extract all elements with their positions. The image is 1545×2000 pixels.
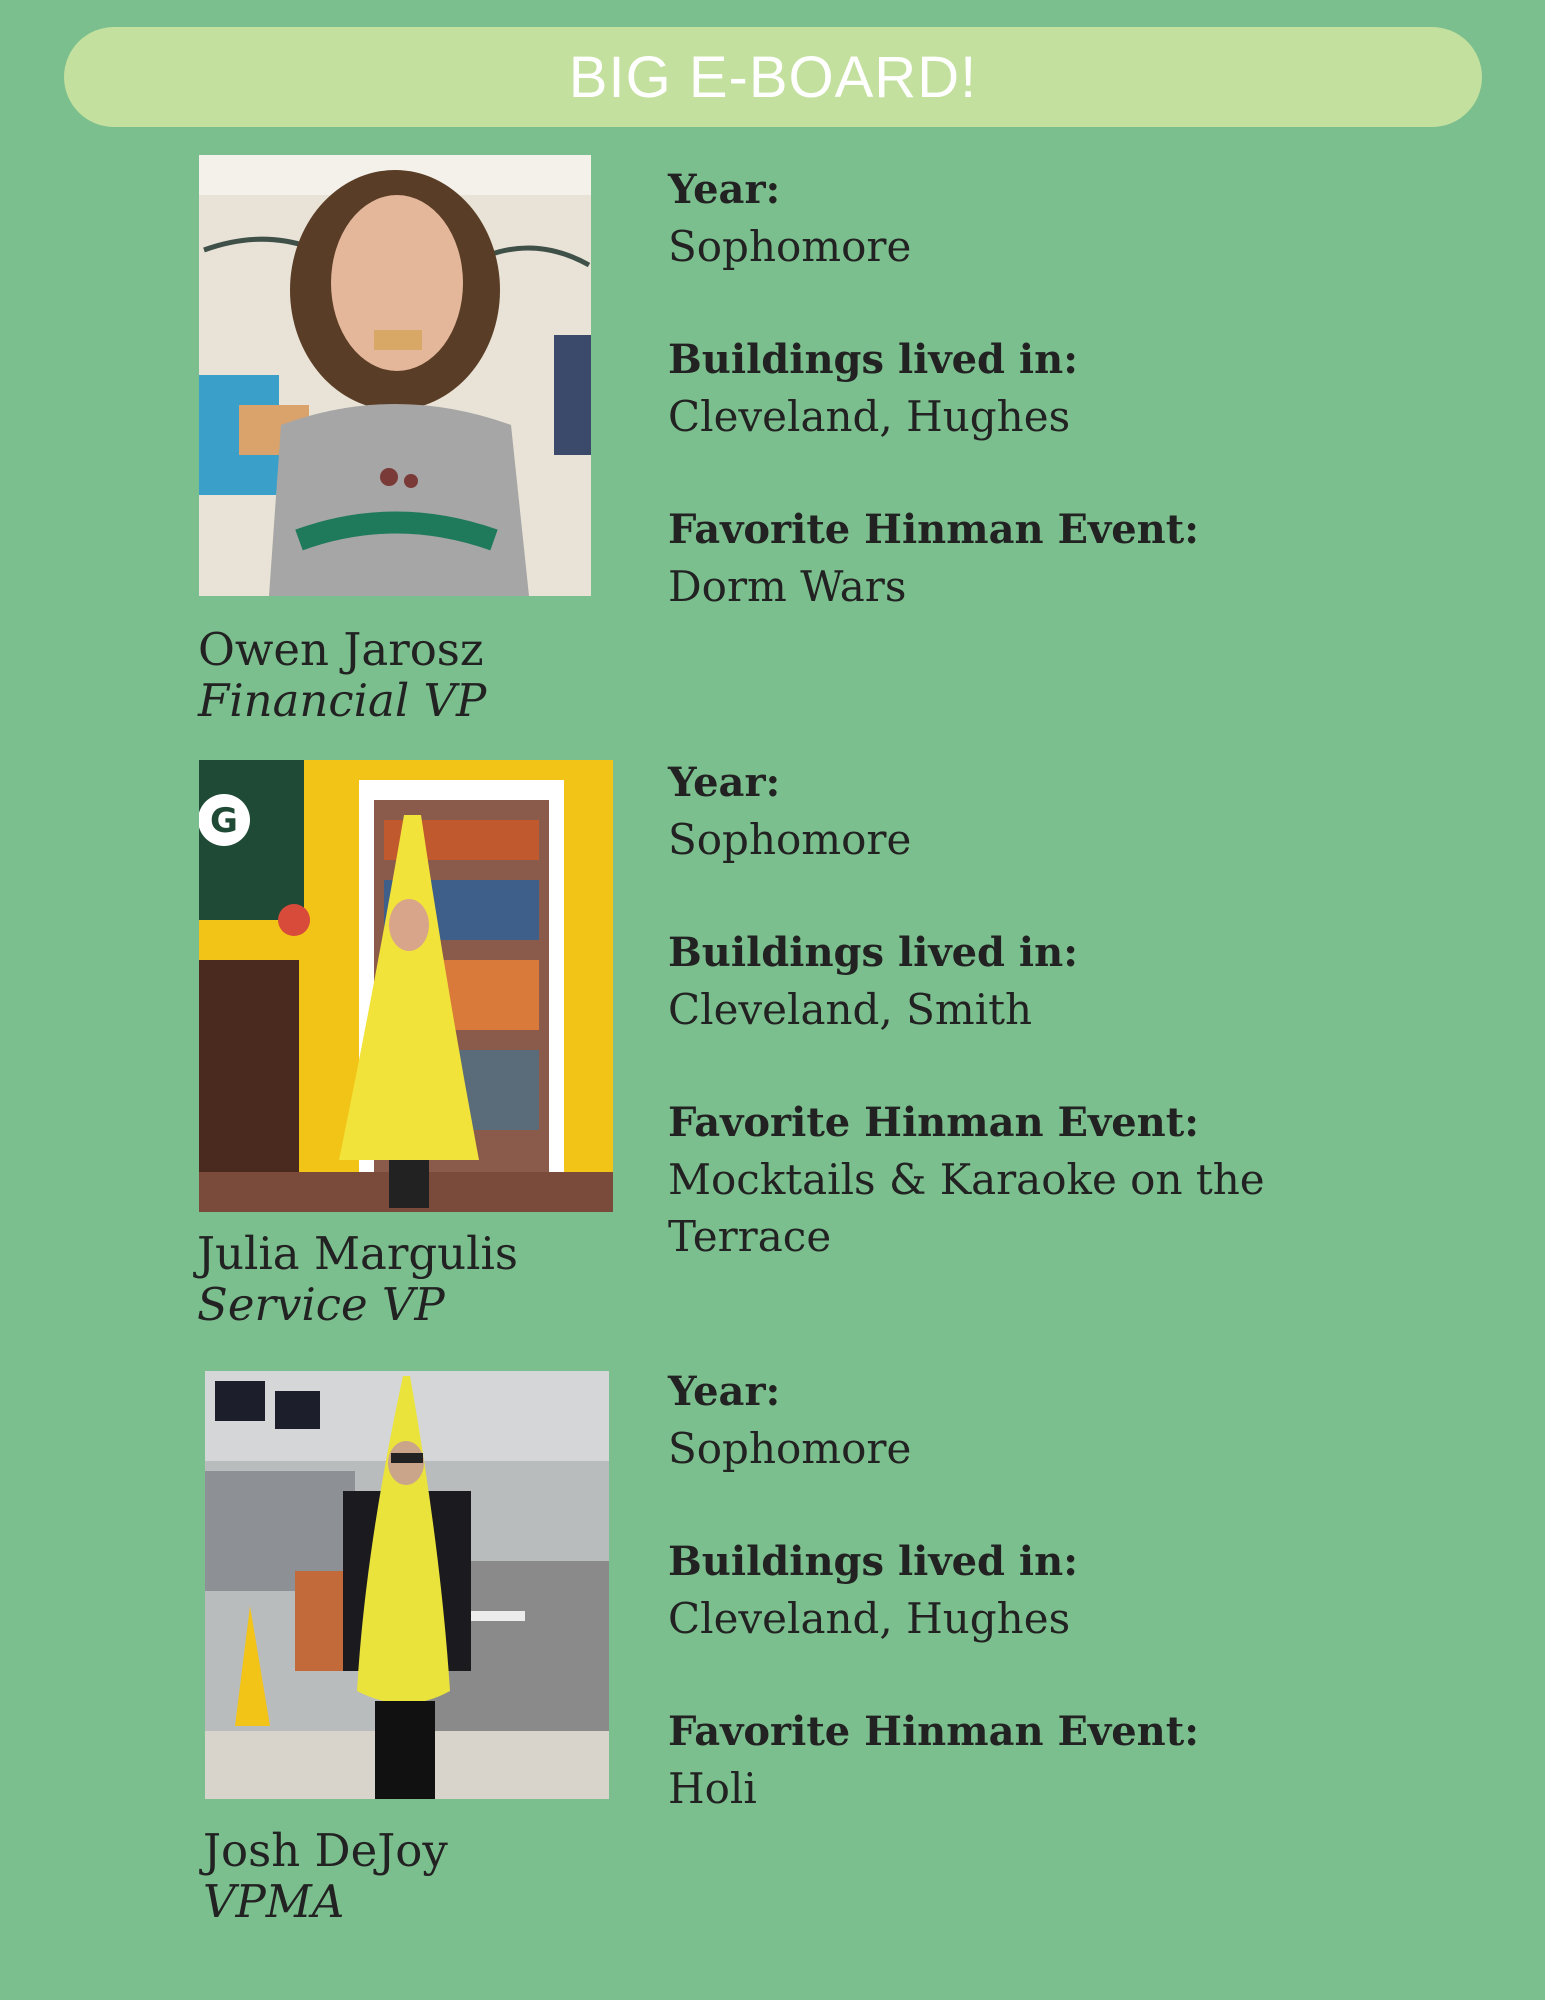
- member-name: Josh DeJoy: [203, 1824, 448, 1877]
- member-name: Owen Jarosz: [198, 623, 484, 676]
- member-photo-josh: [205, 1371, 609, 1799]
- buildings-value: Cleveland, Hughes: [668, 392, 1071, 441]
- event-label: Favorite Hinman Event:: [668, 506, 1199, 553]
- member-role: VPMA: [203, 1875, 345, 1928]
- member-info: [668, 161, 1308, 615]
- year-label: Year:: [668, 759, 781, 806]
- member-name-block: [197, 1228, 518, 1330]
- member-name-block: [203, 1825, 448, 1927]
- member-role: Service VP: [197, 1278, 445, 1331]
- member-info: [668, 1363, 1308, 1817]
- svg-text:G: G: [210, 801, 238, 841]
- buildings-value: Cleveland, Hughes: [668, 1594, 1071, 1643]
- year-label: Year:: [668, 1368, 781, 1415]
- event-value: Dorm Wars: [668, 562, 907, 611]
- event-value: Mocktails & Karaoke on the: [668, 1155, 1265, 1204]
- year-value: Sophomore: [668, 815, 912, 864]
- member-role: Financial VP: [198, 674, 487, 727]
- member-info: [668, 754, 1308, 1265]
- member-photo-owen: [199, 155, 591, 596]
- event-value: Terrace: [668, 1212, 832, 1261]
- buildings-label: Buildings lived in:: [668, 336, 1078, 383]
- event-label: Favorite Hinman Event:: [668, 1708, 1199, 1755]
- member-photo-julia: [199, 760, 613, 1212]
- member-name: Julia Margulis: [197, 1227, 519, 1280]
- year-label: Year:: [668, 166, 781, 213]
- member-name-block: [198, 624, 486, 726]
- year-value: Sophomore: [668, 1424, 912, 1473]
- buildings-value: Cleveland, Smith: [668, 985, 1033, 1034]
- header-banner: [64, 27, 1482, 127]
- page-title: BIG E-BOARD!: [568, 44, 978, 110]
- event-value: Holi: [668, 1764, 757, 1813]
- buildings-label: Buildings lived in:: [668, 1538, 1078, 1585]
- year-value: Sophomore: [668, 222, 912, 271]
- event-label: Favorite Hinman Event:: [668, 1099, 1199, 1146]
- buildings-label: Buildings lived in:: [668, 929, 1078, 976]
